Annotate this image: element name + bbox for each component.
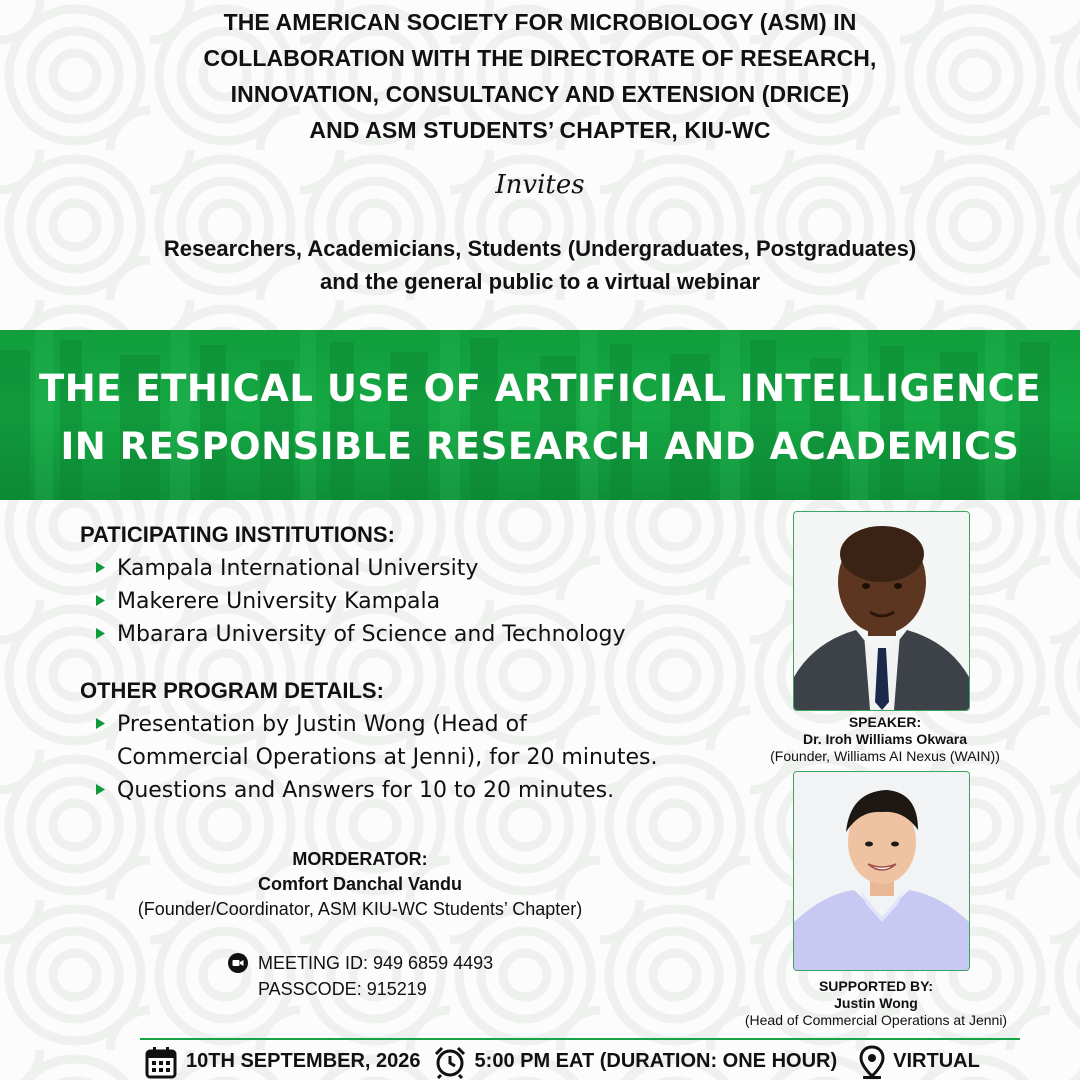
supporter-role: SUPPORTED BY:	[818, 978, 934, 994]
program-text: Commercial Operations at Jenni), for 20 minutes.	[117, 745, 658, 770]
supporter-portrait	[794, 772, 969, 970]
event-footer	[140, 1043, 1020, 1080]
audience-text	[0, 232, 1080, 298]
speaker-portrait	[794, 512, 969, 710]
organizers-heading	[0, 4, 1080, 148]
moderator-name: Comfort Danchal Vandu	[257, 874, 463, 894]
organizer-line: INNOVATION, CONSULTANCY AND EXTENSION (DRICE)	[230, 81, 850, 107]
institution-name: Makerere University Kampala	[117, 589, 441, 614]
speaker-caption	[735, 714, 1035, 765]
meeting-info	[228, 950, 648, 1002]
speaker-title: (Founder, Williams AI Nexus (WAIN))	[770, 748, 1000, 764]
video-camera-icon	[228, 953, 248, 973]
institution-name: Kampala International University	[117, 556, 479, 581]
list-item	[96, 618, 760, 651]
title-line: IN RESPONSIBLE RESEARCH AND ACADEMICS	[60, 425, 1020, 468]
invites-script-text: Invites	[495, 170, 585, 200]
moderator-role: MORDERATOR:	[292, 849, 428, 869]
speaker-name: Dr. Iroh Williams Okwara	[802, 731, 968, 747]
institutions-section	[80, 522, 760, 651]
moderator-block	[60, 846, 660, 922]
organizer-line: AND ASM STUDENTS’ CHAPTER, KIU-WC	[309, 117, 771, 143]
speaker-photo	[793, 511, 970, 711]
list-item	[96, 774, 770, 807]
chevron-right-icon	[96, 718, 105, 729]
meeting-passcode: PASSCODE: 915219	[258, 979, 427, 999]
list-item	[96, 708, 770, 774]
supporter-photo	[793, 771, 970, 971]
program-heading: OTHER PROGRAM DETAILS:	[80, 678, 384, 703]
event-date: 10TH SEPTEMBER, 2026	[186, 1050, 421, 1072]
list-item	[96, 585, 760, 618]
chevron-right-icon	[96, 595, 105, 606]
chevron-right-icon	[96, 784, 105, 795]
chevron-right-icon	[96, 562, 105, 573]
location-pin-icon	[859, 1045, 885, 1079]
chevron-right-icon	[96, 628, 105, 639]
footer-venue	[859, 1045, 980, 1079]
meeting-id: MEETING ID: 949 6859 4493	[258, 953, 494, 973]
audience-line: and the general public to a virtual webinar	[319, 269, 761, 294]
organizer-line: THE AMERICAN SOCIETY FOR MICROBIOLOGY (ASM) IN	[223, 9, 857, 35]
program-text: Questions and Answers for 10 to 20 minutes.	[117, 778, 615, 803]
list-item	[96, 552, 760, 585]
alarm-clock-icon	[433, 1045, 467, 1079]
footer-time	[433, 1045, 838, 1079]
webinar-title	[0, 360, 1080, 476]
supporter-caption	[712, 978, 1040, 1029]
institution-name: Mbarara University of Science and Technology	[117, 622, 626, 647]
title-line: THE ETHICAL USE OF ARTIFICIAL INTELLIGENCE	[38, 367, 1042, 410]
event-venue: VIRTUAL	[893, 1050, 980, 1072]
institutions-heading: PATICIPATING INSTITUTIONS:	[80, 522, 395, 547]
footer-divider	[140, 1038, 1020, 1040]
program-text: Presentation by Justin Wong (Head of	[117, 712, 527, 737]
footer-date	[144, 1045, 421, 1079]
moderator-title: (Founder/Coordinator, ASM KIU-WC Students’ Chapter)	[137, 899, 583, 919]
event-time: 5:00 PM EAT (DURATION: ONE HOUR)	[474, 1050, 838, 1072]
calendar-icon	[144, 1045, 178, 1079]
supporter-name: Justin Wong	[834, 995, 918, 1011]
speaker-role: SPEAKER:	[848, 714, 922, 730]
audience-line: Researchers, Academicians, Students (Undergraduates, Postgraduates)	[163, 236, 917, 261]
supporter-title: (Head of Commercial Operations at Jenni)	[744, 1012, 1008, 1028]
organizer-line: COLLABORATION WITH THE DIRECTORATE OF RESEARCH,	[203, 45, 877, 71]
program-section	[80, 678, 770, 807]
